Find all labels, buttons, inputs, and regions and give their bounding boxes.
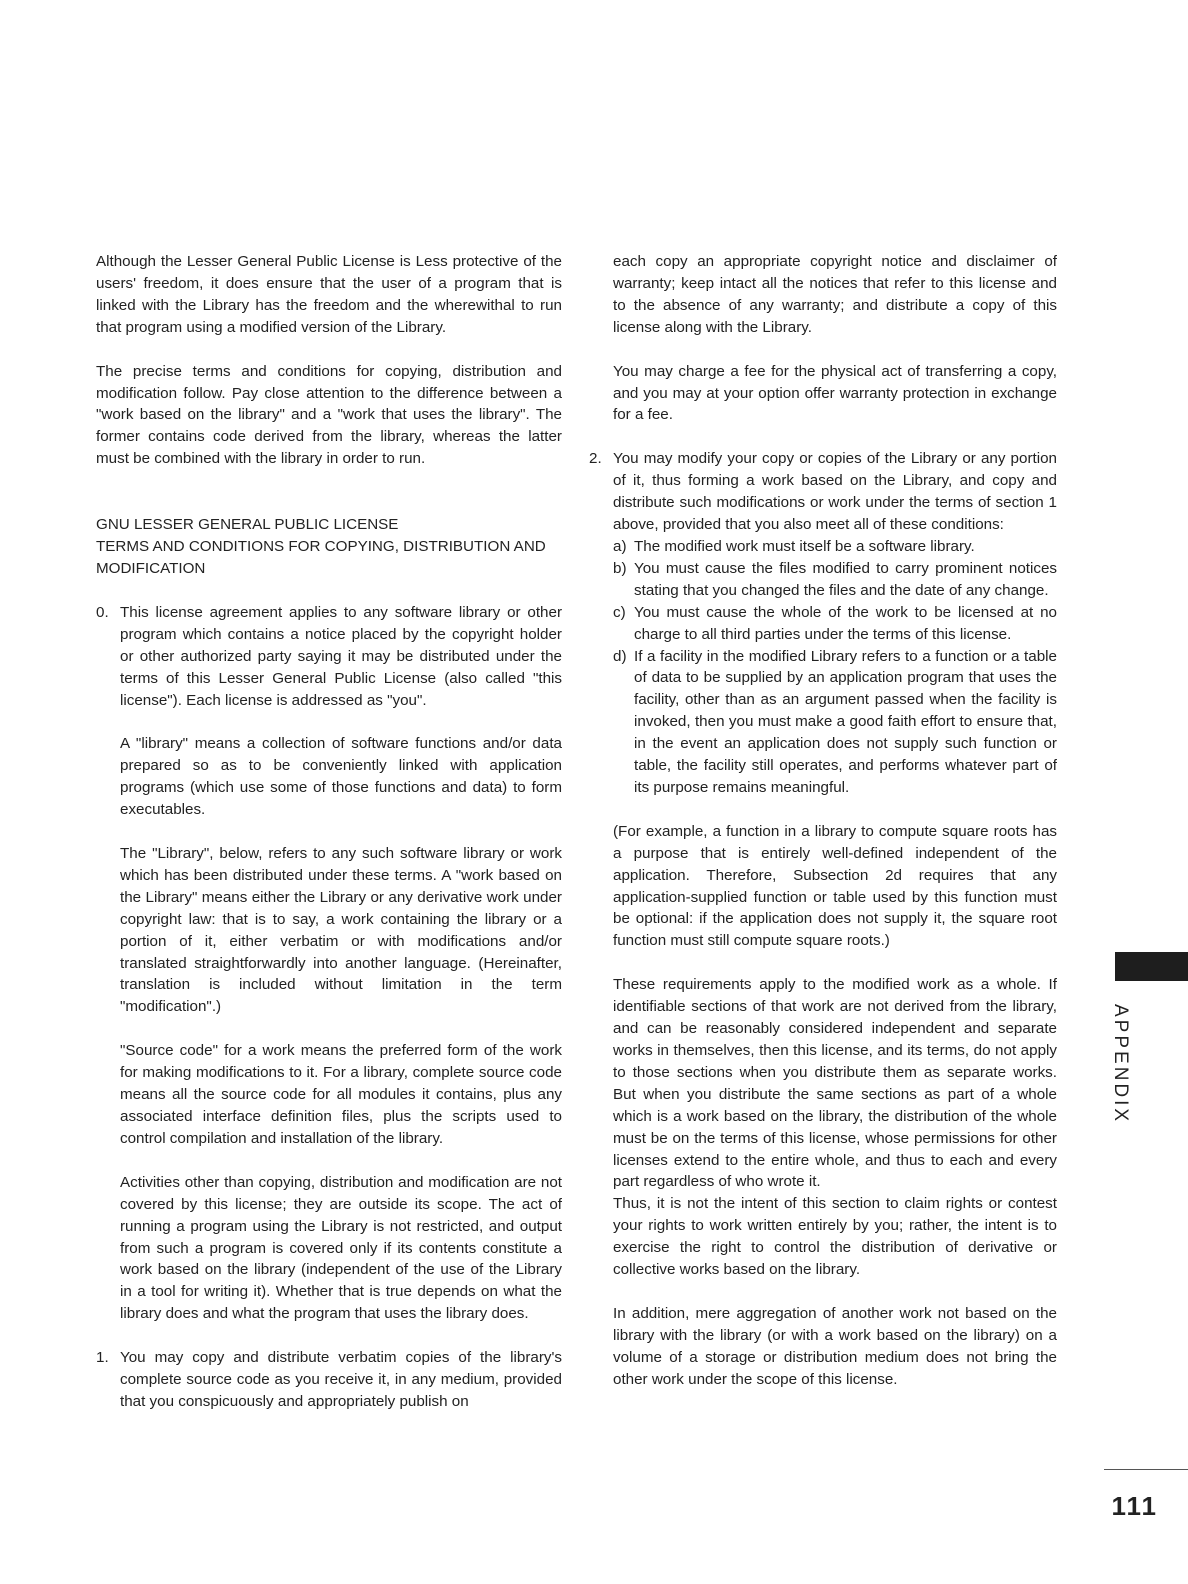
license-heading-line-1: GNU LESSER GENERAL PUBLIC LICENSE bbox=[96, 516, 399, 534]
page-number: 111 bbox=[1111, 1491, 1158, 1521]
appendix-label-text: APPENDIX bbox=[1109, 1003, 1131, 1125]
section-number: 1. bbox=[96, 1349, 109, 1367]
section-1-paragraph-1: You may copy and distribute verbatim copies of the library's complete source code as you receive it, in any medium, provided that you conspicuously and appropriately publish on bbox=[120, 1349, 562, 1410]
condition-a bbox=[613, 536, 1057, 558]
section-1 bbox=[96, 1347, 562, 1413]
page-number-rule bbox=[1104, 1469, 1188, 1470]
section-1-fee-paragraph: You may charge a fee for the physical act of transferring a copy, and you may at your option offer warranty protection in exchange for a fee. bbox=[613, 362, 1057, 424]
section-0-paragraph-5: Activities other than copying, distribution and modification are not covered by this license; they are outside its scope. The act of running a program using the Library is not restricted, and output from such a program is covered only if its contents constitute a work based on the library (independent of the use of the Library in a tool for writing it). Whether that is true depends on what the library does and what the program that uses the library does. bbox=[120, 1173, 562, 1323]
intent-paragraph: Thus, it is not the intent of this section to claim rights or contest your rights to work written entirely by you; rather, the intent is to exercise the right to control the distribution of derivative or collective works based on the library. bbox=[613, 1195, 1057, 1279]
condition-text: The modified work must itself be a software library. bbox=[634, 537, 975, 555]
license-heading-line-2: TERMS AND CONDITIONS FOR COPYING, DISTRIBUTION AND MODIFICATION bbox=[96, 538, 546, 577]
left-column bbox=[96, 251, 562, 1413]
condition-b bbox=[613, 558, 1057, 602]
section-2-paragraph-1: You may modify your copy or copies of the Library or any portion of it, thus forming a work based on the Library, and copy and distribute such modifications or work under the terms of section 1 above, provided that you also meet all of these conditions: bbox=[613, 450, 1057, 534]
section-0 bbox=[96, 602, 562, 1325]
condition-letter: d) bbox=[613, 647, 627, 665]
condition-text: You must cause the whole of the work to be licensed at no charge to all third parties under the terms of this license. bbox=[634, 603, 1057, 643]
condition-letter: c) bbox=[613, 603, 626, 621]
section-tab-marker bbox=[1115, 952, 1188, 981]
section-0-paragraph-1: This license agreement applies to any software library or other program which contains a notice placed by the copyright holder or other authorized party saying it may be distributed under the terms of this Lesser General Public License (also called "this license"). Each license is addressed as "you". bbox=[120, 603, 562, 709]
section-0-paragraph-2: A "library" means a collection of software functions and/or data prepared so as to be conveniently linked with application programs (which use some of those functions and data) to form executables. bbox=[120, 735, 562, 819]
condition-letter: a) bbox=[613, 537, 627, 555]
license-heading bbox=[96, 514, 562, 580]
section-number: 0. bbox=[96, 603, 109, 621]
aggregation-paragraph: In addition, mere aggregation of another work not based on the library with the library (or with a work based on the library) on a volume of a storage or distribution medium does not bring the other work under the scope of this license. bbox=[613, 1304, 1057, 1388]
intro-paragraph-2: The precise terms and conditions for copying, distribution and modification follow. Pay close attention to the difference between a "work based on the library" and a "work that uses the library". The former contains code derived from the library, whereas the latter must be combined with the library in order to run. bbox=[96, 362, 562, 468]
example-paragraph: (For example, a function in a library to compute square roots has a purpose that is entirely well-defined independent of the application. Therefore, Subsection 2d requires that any application-supplied function or table used by this function must be optional: if the application does not supply it, the square root function must still compute square roots.) bbox=[613, 822, 1057, 950]
condition-text: If a facility in the modified Library refers to a function or a table of data to be supplied by an application program that uses the facility, other than as an argument passed when the facility is invoked, then you must make a good faith effort to ensure that, in the event an application does not supply such function or table, the facility still operates, and performs whatever part of its purpose remains meaningful. bbox=[634, 647, 1057, 796]
appendix-side-label bbox=[1098, 1002, 1142, 1126]
section-1-continuation: each copy an appropriate copyright notice and disclaimer of warranty; keep intact all the notices that refer to this license and to the absence of any warranty; and distribute a copy of this license along with the Library. bbox=[613, 253, 1057, 336]
condition-d bbox=[613, 646, 1057, 799]
condition-c bbox=[613, 602, 1057, 646]
section-2 bbox=[589, 448, 1057, 799]
section-0-paragraph-3: The "Library", below, refers to any such software library or work which has been distributed under these terms. A "work based on the Library" means either the Library or any derivative work under copyright law: that is to say, a work containing the library or a portion of it, either verbatim or with modifications and/or translated straightforwardly into another language. (Hereinafter, translation is included without limitation in the term "modification".) bbox=[120, 845, 562, 1016]
condition-letter: b) bbox=[613, 559, 627, 577]
condition-text: You must cause the files modified to carry prominent notices stating that you changed the files and the date of any change. bbox=[634, 559, 1057, 599]
section-0-paragraph-4: "Source code" for a work means the preferred form of the work for making modifications to it. For a library, complete source code means all the source code for all modules it contains, plus any associated interface definition files, plus the scripts used to control compilation and installation of the library. bbox=[120, 1042, 562, 1147]
right-column bbox=[589, 251, 1057, 1391]
intro-paragraph-1: Although the Lesser General Public License is Less protective of the users' freedom, it does ensure that the user of a program that is linked with the Library has the freedom and the wherewithal to run that program using a modified version of the Library. bbox=[96, 253, 562, 336]
requirements-paragraph: These requirements apply to the modified work as a whole. If identifiable sections of that work are not derived from the library, and can be reasonably considered independent and separate works in themselves, then this license, and its terms, do not apply to those sections when you distribute them as separate works. But when you distribute the same sections as part of a whole which is a work based on the library, the distribution of the whole must be on the terms of this license, whose permissions for other licenses extend to the entire whole, and thus to each and every part regardless of who wrote it. bbox=[613, 976, 1057, 1191]
section-number: 2. bbox=[589, 450, 602, 468]
